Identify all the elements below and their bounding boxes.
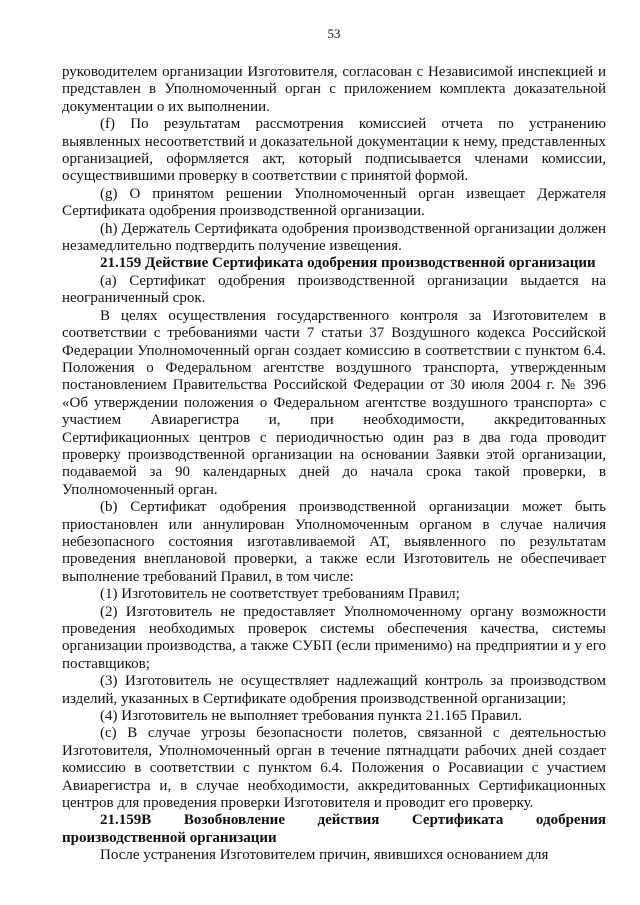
paragraph: В целях осуществления государственного контроля за Изготовителем в соответствии с требованиями части 7 статьи 37 Воздушного кодекса Российской Федерации Уполномоченный орган создает комиссию в соответствии с пунктом 6.4. Положения о Федеральном агентстве воздушного транспорта, утвержденным постановлением Правительства Российской Федерации от 30 июля 2004 г. № 396 «Об утверждении положения о Федеральном агентстве воздушного транспорта» с участием Авиарегистра и, при необходимости, аккредитованных Сертификационных центров с периодичностью один раз в два года проводит проверку производственной организации на основании Заявки этой организации, подаваемой за 90 календарных дней до начала срока такой проверки, в Уполномоченный орган. bbox=[62, 307, 606, 498]
paragraph: (b) Сертификат одобрения производственной организации может быть приостановлен или аннулирован Уполномоченным органом в случае наличия небезопасного состояния изготавливаемой АТ, выявленного по результатам проведения внеплановой проверки, а также если Изготовитель не обеспечивает выполнение требований Правил, в том числе: bbox=[62, 499, 606, 585]
paragraph-continuation: руководителем организации Изготовителя, согласован с Независимой инспекцией и представлен в Уполномоченный орган с приложением комплекта доказательной документации о их выполнении. bbox=[62, 64, 606, 115]
paragraph: (2) Изготовитель не предоставляет Уполномоченному органу возможности проведения необходимых проверок системы обеспечения качества, системы организации производства, а также СУБП (если применимо) на предприятии и у его поставщиков; bbox=[62, 603, 606, 672]
paragraph: (1) Изготовитель не соответствует требованиям Правил; bbox=[100, 586, 460, 603]
document-body bbox=[62, 64, 606, 865]
paragraph: (f) По результатам рассмотрения комиссией отчета по устранению выявленных несоответствий и доказательной документации к нему, представленных организацией, оформляется акт, который подписывается членами комиссии, осуществившими проверку в соответствии с принятой формой. bbox=[62, 116, 606, 185]
paragraph: (g) О принятом решении Уполномоченный орган извещает Держателя Сертификата одобрения производственной организации. bbox=[62, 185, 606, 220]
paragraph: (3) Изготовитель не осуществляет надлежащий контроль за производством изделий, указанных в Сертификате одобрения производственной организации; bbox=[62, 673, 606, 707]
paragraph: (a) Сертификат одобрения производственной организации выдается на неограниченный срок. bbox=[62, 272, 606, 307]
paragraph: (c) В случае угрозы безопасности полетов, связанной с деятельностью Изготовителя, Уполномоченный орган в течение пятнадцати рабочих дней создает комиссию в соответствии с пунктом 6.4. Положения о Росавиации с участием Авиарегистра и, в случае необходимости, аккредитованных Сертификационных центров для проведения проверки Изготовителя и проводит его проверку. bbox=[62, 725, 606, 812]
page-number: 53 bbox=[327, 26, 341, 41]
section-heading: 21.159В Возобновление действия Сертификата одобрения производственной организации bbox=[62, 812, 606, 846]
paragraph: (h) Держатель Сертификата одобрения производственной организации должен незамедлительно подтвердить получение извещения. bbox=[62, 220, 606, 255]
paragraph: После устранения Изготовителем причин, явившихся основанием для bbox=[100, 847, 549, 864]
paragraph: (4) Изготовитель не выполняет требования пункта 21.165 Правил. bbox=[100, 708, 523, 725]
section-heading: 21.159 Действие Сертификата одобрения производственной организации bbox=[100, 255, 596, 272]
